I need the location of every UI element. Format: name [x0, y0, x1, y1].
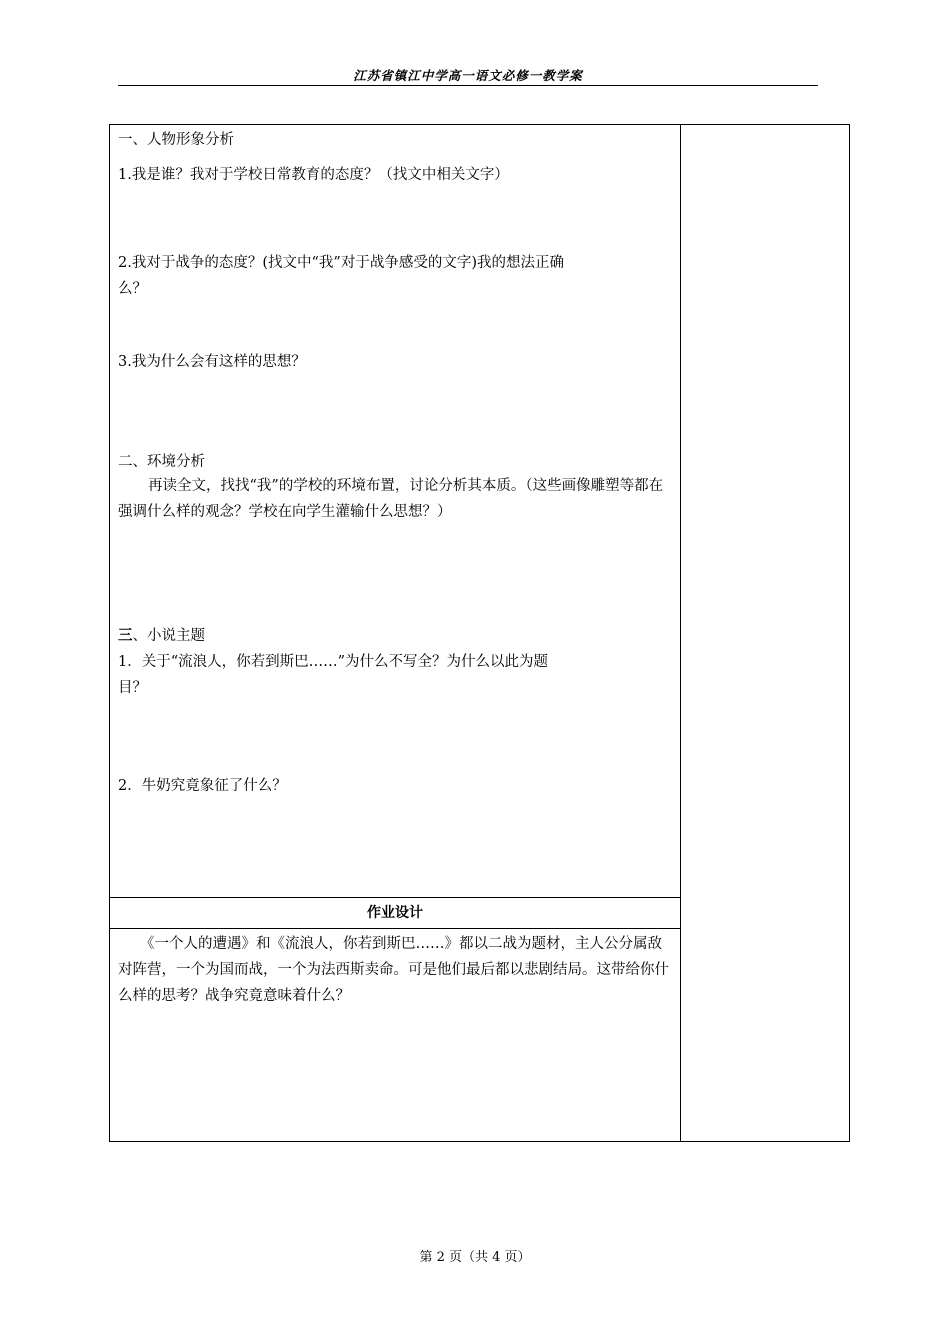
homework-label: 作业设计: [367, 905, 423, 921]
section3-heading-text: 、小说主题: [132, 628, 205, 644]
section3-question-1-line2: 目？: [118, 680, 147, 696]
section3-heading: [118, 624, 205, 648]
header-rule: [118, 85, 818, 86]
notes-column-divider: [680, 125, 681, 1141]
section3-question-2: 2．牛奶究竟象征了什么？: [118, 778, 287, 794]
section2-body: 再读全文，找找“我”的学校的环境布置，讨论分析其本质。（这些画像雕塑等都在强调什么样的观念？学校在向学生灌输什么思想？）: [118, 478, 664, 520]
homework-bottom-rule: [110, 928, 680, 929]
section1-question-1: 1.我是谁？我对于学校日常教育的态度？（找文中相关文字）: [118, 167, 509, 183]
section3-question-1-line1: 1．关于“流浪人，你若到斯巴……”为什么不写全？为什么以此为题: [118, 654, 549, 670]
section1-question-3: 3.我为什么会有这样的思想？: [118, 354, 306, 370]
page-footer: 第 2 页（共 4 页）: [419, 1250, 531, 1265]
lesson-table: [109, 124, 850, 1142]
homework-top-rule: [110, 897, 680, 898]
section1-question-2-line1: 2.我对于战争的态度？(找文中“我”对于战争感受的文字)我的想法正确: [118, 255, 564, 271]
document-header-title: 江苏省镇江中学高一语文必修一教学案: [353, 68, 583, 83]
section1-question-2-line2: 么？: [118, 281, 147, 297]
homework-body: 《一个人的遭遇》和《流浪人，你若到斯巴……》都以二战为题材，主人公分属敌对阵营，一个为国而战，一个为法西斯卖命。可是他们最后都以悲剧结局。这带给你什么样的思考？战争究竟意味着什么？: [118, 936, 669, 1004]
section1-heading: 一、人物形象分析: [118, 132, 234, 148]
section2-heading: 二、环境分析: [118, 454, 205, 470]
section3-heading-number: 三: [118, 628, 133, 644]
